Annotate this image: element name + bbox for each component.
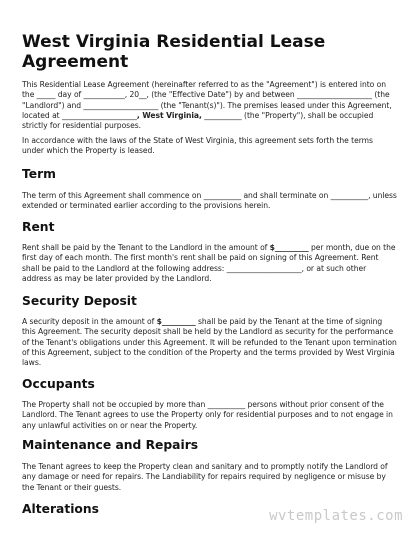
maintenance-paragraph: The Tenant agrees to keep the Property clean and sanitary and to promptly notify the Landlord of any damage or need for repairs. The Landiability for repairs required by negligence or misuse by the Tenant or their guests. (22, 462, 388, 492)
rent-text: Rent shall be paid by the Tenant to the Landlord in the amount of (22, 243, 270, 252)
intro-paragraph (22, 80, 397, 131)
term-paragraph: The term of this Agreement shall commence on __________ and shall terminate on __________, unless extended or terminated earlier according to the provisions herein. (22, 191, 397, 211)
rent-amount: $_________ (269, 243, 309, 252)
rent-text-end: per month, due on the first day of each month. The first month's rent shall be paid on signing of this Agreement. Rent shall be paid to the Landlord at the following address: ____________________, or at such other address as may be later provided by the Landlord. (22, 243, 396, 283)
intro-text-end: __________ (the "Property"), shall be occupied strictly for residential purposes. (22, 110, 374, 131)
deposit-text-end: shall be paid by the Tenant at the time of signing this Agreement. The security deposit shall be held by the Landlord as security for the performance of the Tenant's obligations under this Agreement. It will be refunded to the Tenant upon termination of this Agreement, subject to the condition of the Property and the terms provided by West Virginia laws. (22, 317, 397, 368)
security-deposit-paragraph (22, 317, 397, 368)
deposit-amount: $_________ (156, 317, 196, 326)
deposit-text: A security deposit in the amount of (22, 317, 157, 326)
intro-state: , West Virginia, (136, 110, 202, 120)
governing-law-paragraph: In accordance with the laws of the State of West Virginia, this agreement sets forth the terms under which the Property is leased. (22, 136, 373, 156)
watermark: wvtemplates.com (269, 508, 403, 524)
term-heading: Term (22, 167, 56, 181)
occupants-paragraph: The Property shall not be occupied by more than __________ persons without prior consent of the Landlord. The Tenant agrees to use the Property only for residential purposes and to not engage in any unlawful activities on or near the Property. (22, 400, 393, 430)
alterations-heading: Alterations (22, 502, 99, 516)
document-title: West Virginia Residential Lease Agreement (22, 32, 326, 72)
rent-paragraph (22, 243, 397, 284)
rent-heading: Rent (22, 220, 55, 234)
lease-document (22, 0, 397, 516)
intro-text: This Residential Lease Agreement (hereinafter referred to as the "Agreement") is entered into on the _____ day of ___________, 20__, (the "Effective Date") by and between ____________________ (the "Landlord") and ____________________ (the "Tenant(s)"). The premises leased under this Agreement, located at ____________________ (22, 80, 392, 120)
maintenance-heading: Maintenance and Repairs (22, 438, 199, 452)
security-deposit-heading: Security Deposit (22, 294, 137, 308)
occupants-heading: Occupants (22, 377, 95, 391)
